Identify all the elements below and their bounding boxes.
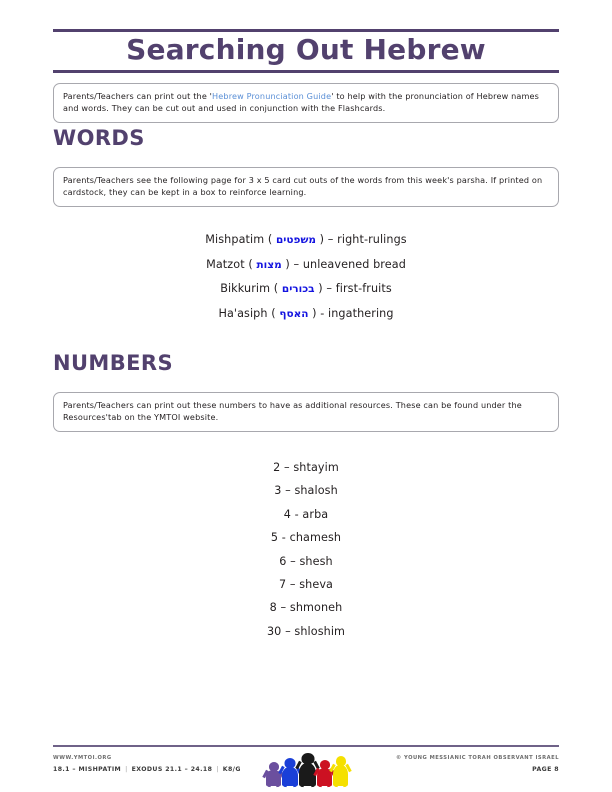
footer-rule (53, 745, 559, 747)
word-transliteration: Matzot (206, 257, 245, 271)
number-numeral: 30 (266, 624, 282, 638)
number-numeral: 2 (273, 461, 281, 474)
number-dash: - (281, 531, 286, 545)
word-close-paren: ) (312, 306, 317, 320)
word-transliteration: Bikkurim (220, 282, 271, 295)
number-name: shmoneh (289, 601, 343, 615)
logo-figure-black (299, 753, 316, 786)
number-numeral: 8 (269, 601, 277, 615)
word-close-paren: ) (285, 257, 290, 271)
word-hebrew: משפטים (276, 234, 317, 246)
number-numeral: 5 (270, 531, 279, 545)
word-list-item (53, 253, 559, 278)
word-list (53, 228, 559, 326)
number-list-item (53, 526, 559, 549)
logo-figure-red (317, 760, 332, 786)
number-numeral: 7 (278, 578, 287, 592)
word-dash: – (326, 282, 333, 295)
footer-parsha-number: 18.1 – MISHPATIM (53, 766, 122, 773)
number-name: arba (302, 507, 329, 521)
number-dash: – (280, 601, 287, 615)
number-name: shtayim (293, 461, 339, 474)
word-list-item (53, 277, 559, 302)
intro-text-after-link: ' to help with the pronunciation of Hebrew names and words. They can be cut out and used in conjunction with the Flashcards. (63, 91, 540, 114)
footer-right-block (396, 753, 559, 775)
number-dash: - (294, 507, 299, 521)
section-heading-words: WORDS (53, 126, 145, 150)
footer-copyright: © YOUNG MESSIANIC TORAH OBSERVANT ISRAEL (396, 755, 559, 761)
footer-separator: | (216, 766, 219, 773)
number-list-item (53, 456, 559, 479)
logo-figure-blue (282, 758, 298, 786)
words-info-box (53, 167, 559, 207)
number-list-item (53, 550, 559, 573)
logo-figure-purple (266, 762, 281, 786)
word-meaning: right-rulings (337, 233, 407, 246)
words-box-text: Parents/Teachers see the following page for 3 x 5 card cut outs of the words from this week's parsha. If printed on cardstock, they can be kept in a box to reinforce learning. (63, 175, 543, 198)
word-dash: – (293, 257, 300, 271)
number-numeral: 4 (283, 507, 291, 521)
number-list-item (53, 479, 559, 502)
number-numeral: 6 (279, 554, 287, 568)
page-title: Searching Out Hebrew (126, 33, 486, 66)
number-list-item (53, 620, 559, 643)
number-list-item (53, 503, 559, 526)
word-close-paren: ) (318, 282, 323, 295)
number-list-item (53, 596, 559, 619)
intro-text-before-link: Parents/Teachers can print out the ' (63, 91, 213, 101)
logo-figure-yellow (333, 756, 348, 786)
word-close-paren: ) (319, 233, 325, 246)
word-open-paren: ( (271, 306, 276, 320)
word-dash: - (320, 306, 325, 320)
ymtoi-logo (265, 750, 349, 786)
footer-left-block (53, 753, 241, 775)
number-dash: – (289, 578, 296, 592)
footer-scripture-reference: EXODUS 21.1 – 24.18 (131, 766, 213, 773)
word-hebrew: האסף (279, 307, 309, 320)
word-meaning: unleavened bread (302, 257, 406, 271)
hebrew-pronunciation-guide-link[interactable]: Hebrew Pronunciation Guide (212, 91, 332, 101)
word-list-item (53, 228, 559, 253)
word-dash: – (327, 233, 334, 246)
footer-website[interactable]: WWW.YMTOI.ORG (53, 755, 112, 761)
footer-page-label: PAGE 8 (532, 766, 559, 773)
word-open-paren: ( (248, 257, 253, 271)
word-hebrew: מצות (256, 258, 282, 271)
word-transliteration: Ha'asiph (218, 306, 268, 320)
number-name: shalosh (294, 484, 338, 498)
word-transliteration: Mishpatim (205, 233, 265, 246)
number-dash: – (285, 624, 291, 638)
number-dash: – (285, 484, 291, 498)
number-name: sheva (299, 578, 333, 592)
number-name: shesh (299, 554, 333, 568)
footer-separator: | (125, 766, 128, 773)
section-heading-numbers: NUMBERS (53, 351, 173, 375)
intro-info-box (53, 83, 559, 123)
word-list-item (53, 302, 559, 327)
number-name: chamesh (289, 531, 342, 545)
numbers-info-box (53, 392, 559, 432)
word-open-paren: ( (273, 282, 279, 295)
word-meaning: ingathering (328, 306, 394, 320)
title-rule-bottom (53, 70, 559, 73)
word-hebrew: בכורים (281, 283, 315, 295)
word-meaning: first-fruits (335, 282, 392, 295)
number-name: shloshim (294, 624, 346, 638)
number-dash: – (284, 461, 290, 474)
numbers-box-text: Parents/Teachers can print out these numbers to have as additional resources. These can be found under the Resources'tab on the YMTOI website. (63, 400, 522, 423)
footer-reference-line (53, 764, 241, 775)
number-numeral: 3 (274, 484, 282, 498)
number-list (53, 456, 559, 643)
number-dash: – (290, 554, 296, 568)
number-list-item (53, 573, 559, 596)
footer-grade-code: K8/G (222, 766, 241, 773)
word-open-paren: ( (267, 233, 273, 246)
